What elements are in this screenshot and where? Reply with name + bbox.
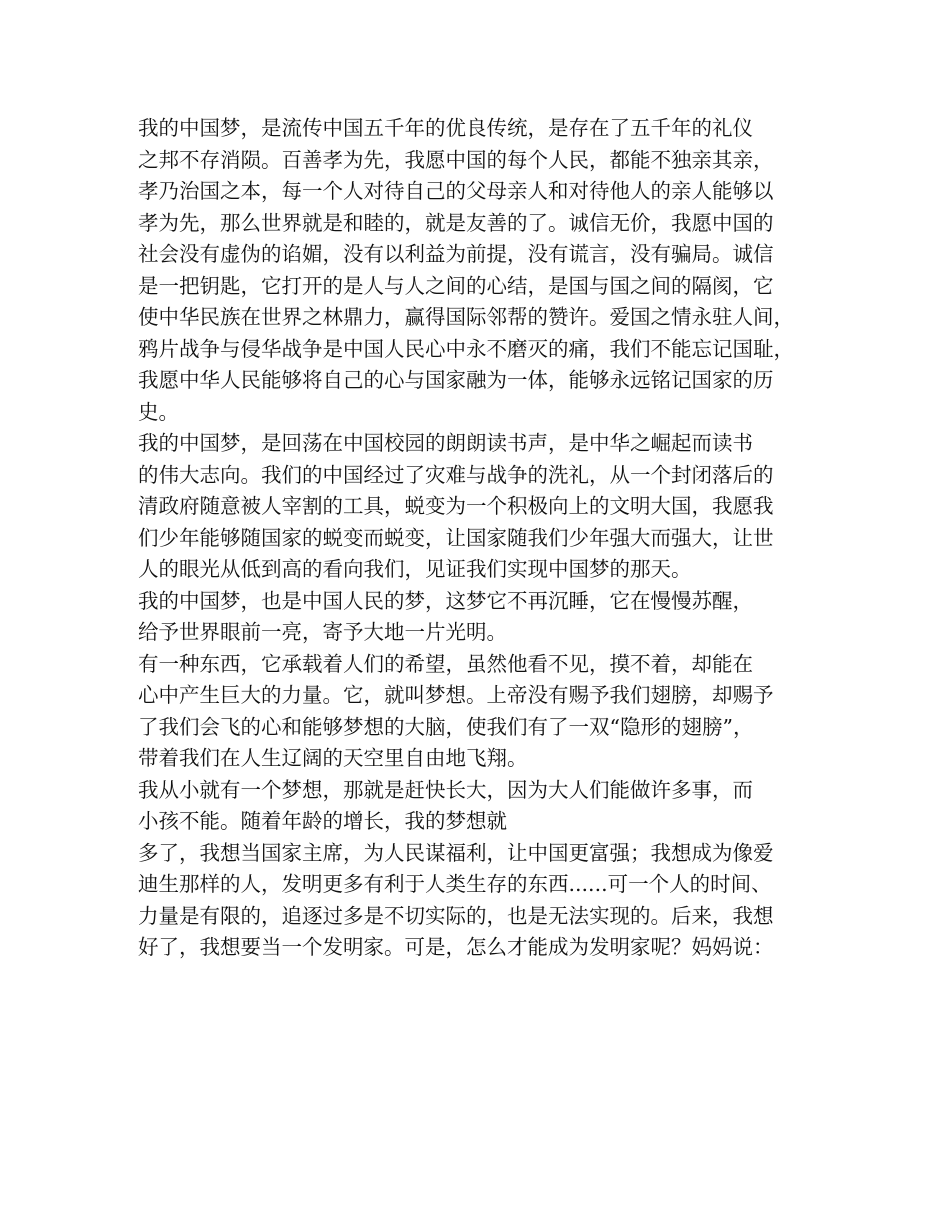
text-line: 使中华民族在世界之林鼎力，赢得国际邻帮的赞许。爱国之情永驻人间， — [138, 305, 794, 329]
text-line: 鸦片战争与侵华战争是中国人民心中永不磨灭的痛，我们不能忘记国耻， — [138, 336, 794, 361]
text-line: 我的中国梦，是流传中国五千年的优良传统，是存在了五千年的礼仪 — [138, 116, 753, 140]
text-line: 我从小就有一个梦想，那就是赶快长大，因为大人们能做许多事，而 — [138, 777, 753, 802]
text-line: 我的中国梦，也是中国人民的梦，这梦它不再沉睡，它在慢慢苏醒， — [138, 588, 753, 613]
text-line: 有一种东西，它承载着人们的希望，虽然他看不见，摸不着，却能在 — [138, 651, 753, 676]
text-line: 带着我们在人生辽阔的天空里自由地飞翔。 — [138, 746, 528, 770]
text-line: 清政府随意被人宰割的工具，蜕变为一个积极向上的文明大国，我愿我 — [138, 494, 774, 518]
text-line: 的伟大志向。我们的中国经过了灾难与战争的洗礼，从一个封闭落后的 — [138, 462, 774, 487]
text-line: 给予世界眼前一亮，寄予大地一片光明。 — [138, 620, 507, 644]
document-body — [138, 113, 838, 964]
text-line: 社会没有虚伪的谄媚，没有以利益为前提，没有谎言，没有骗局。诚信 — [138, 242, 774, 266]
text-line: 迪生那样的人，发明更多有利于人类生存的东西......可一个人的时间、 — [138, 872, 772, 896]
text-line: 好了，我想要当一个发明家。可是，怎么才能成为发明家呢？妈妈说： — [138, 935, 774, 959]
text-line: 人的眼光从低到高的看向我们，见证我们实现中国梦的那天。 — [138, 557, 692, 581]
text-line: 力量是有限的，追逐过多是不切实际的，也是无法实现的。后来，我想 — [138, 903, 774, 928]
text-line: 是一把钥匙，它打开的是人与人之间的心结，是国与国之间的隔阂，它 — [138, 273, 774, 298]
text-line: 心中产生巨大的力量。它，就叫梦想。上帝没有赐予我们翅膀，却赐予 — [138, 683, 774, 707]
text-line: 我的中国梦，是回荡在中国校园的朗朗读书声，是中华之崛起而读书 — [138, 431, 753, 455]
text-line: 了我们会飞的心和能够梦想的大脑，使我们有了一双“隐形的翅膀”， — [138, 714, 754, 739]
text-line: 孝为先，那么世界就是和睦的，就是友善的了。诚信无价，我愿中国的 — [138, 210, 774, 235]
text-line: 我愿中华人民能够将自己的心与国家融为一体，能够永远铭记国家的历 — [138, 368, 774, 392]
text-line: 小孩不能。随着年龄的增长，我的梦想就 — [138, 809, 507, 833]
text-line: 们少年能够随国家的蜕变而蜕变，让国家随我们少年强大而强大，让世 — [138, 525, 774, 550]
text-line: 史。 — [138, 399, 179, 424]
text-line: 孝乃治国之本，每一个人对待自己的父母亲人和对待他人的亲人能够以 — [138, 179, 774, 203]
text-line: 之邦不存消陨。百善孝为先，我愿中国的每个人民，都能不独亲其亲， — [138, 147, 774, 172]
text-line: 多了，我想当国家主席，为人民谋福利，让中国更富强；我想成为像爱 — [138, 840, 774, 865]
